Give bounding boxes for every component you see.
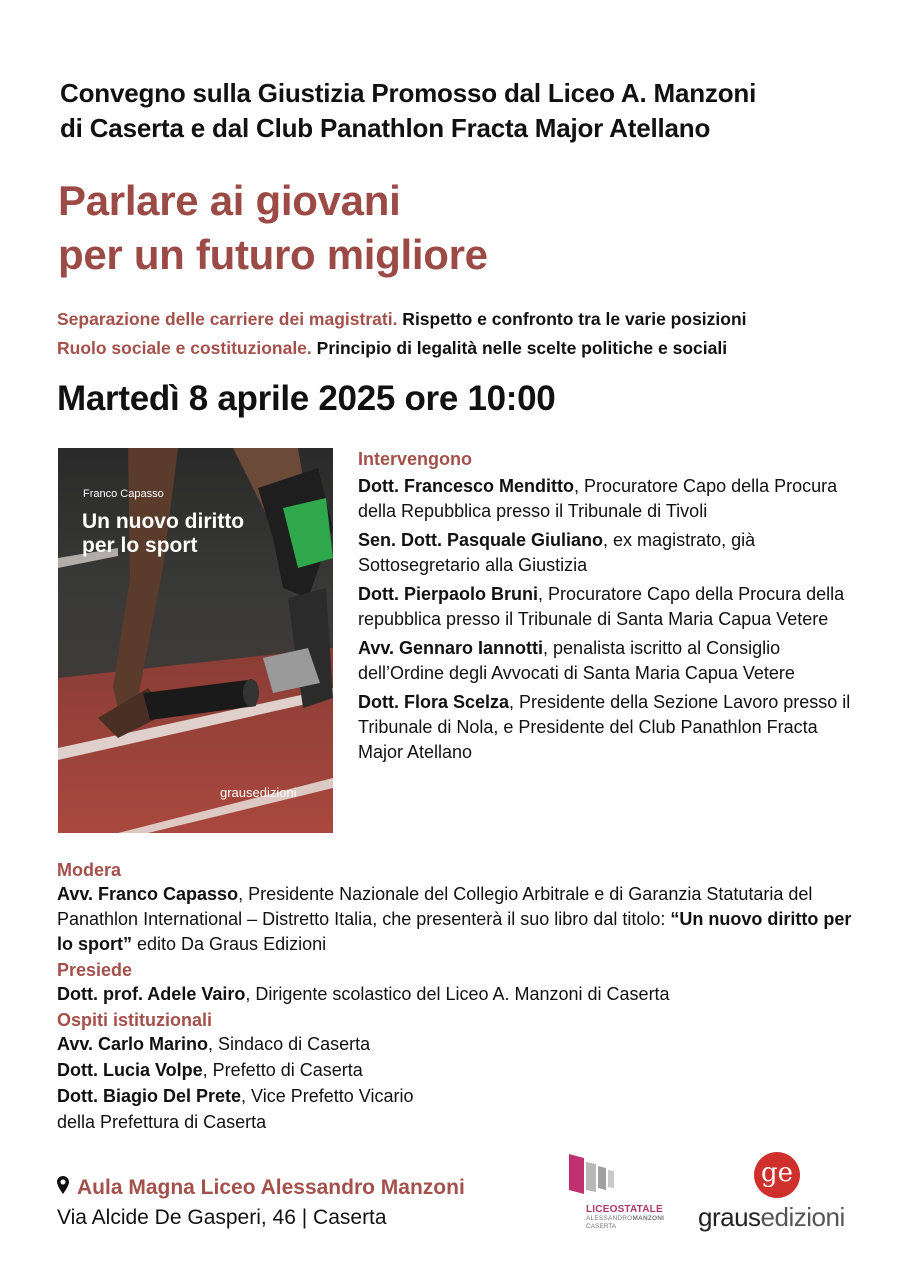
graus-name <box>698 1202 845 1233</box>
lower-section <box>57 857 857 1135</box>
speaker-item <box>358 636 858 686</box>
speaker-desc: , Procuratore Capo della Procura della Repubblica presso il Tribunale di Tivoli <box>358 476 838 521</box>
speaker-name: Dott. Pierpaolo Bruni <box>358 584 538 604</box>
header-line-2: di Caserta e dal Club Panathlon Fracta Major Atellano <box>60 113 711 143</box>
header-title <box>60 76 860 146</box>
topic-accent: Separazione delle carriere dei magistrati. <box>57 309 398 329</box>
speakers-label: Intervengono <box>358 449 473 469</box>
moderator-desc-end: edito Da Graus Edizioni <box>132 934 327 954</box>
main-title <box>58 174 858 282</box>
speaker-item <box>358 474 858 524</box>
speaker-name: Sen. Dott. Pasquale Giuliano <box>358 530 604 550</box>
location-pin-icon <box>57 1174 69 1202</box>
liceo-subname <box>586 1215 664 1222</box>
graus-name-b: edizioni <box>760 1202 845 1232</box>
guest-desc: , Sindaco di Caserta <box>208 1034 371 1054</box>
guest-item-continuation: della Prefettura di Caserta <box>57 1112 267 1132</box>
president-text <box>57 982 857 1007</box>
topic-text: Principio di legalità nelle scelte politiche e sociali <box>311 338 728 358</box>
header-line-1: Convegno sulla Giustizia Promosso dal Liceo A. Manzoni <box>60 78 757 108</box>
liceo-city: CASERTA <box>586 1223 617 1230</box>
speaker-desc: , ex magistrato, già Sottosegretario alla Giustizia <box>358 530 756 575</box>
book-cover-illustration <box>58 448 333 833</box>
speakers-section <box>358 448 858 765</box>
guest-item <box>57 1032 857 1057</box>
guest-name: Dott. Lucia Volpe <box>57 1060 203 1080</box>
venue <box>57 1174 465 1234</box>
speaker-item <box>358 582 858 632</box>
speaker-desc: , penalista iscritto al Consiglio dell’Ordine degli Avvocati di Santa Maria Capua Vetere <box>358 638 795 683</box>
guest-desc: , Prefetto di Caserta <box>202 1060 363 1080</box>
book-publisher: grausedizioni <box>220 785 297 800</box>
topic-text: Rispetto e confronto tra le varie posizioni <box>397 309 747 329</box>
topics <box>57 305 877 363</box>
liceo-subname-a: ALESSANDRO <box>586 1215 633 1222</box>
speaker-desc: , Procuratore Capo della Procura della repubblica presso il Tribunale di Santa Maria Capua Vetere <box>358 584 845 629</box>
president-name: Dott. prof. Adele Vairo <box>57 984 246 1004</box>
moderator-desc: , Presidente Nazionale del Collegio Arbitrale e di Garanzia Statutaria del Panathlon International – Distretto Italia, che presenterà il suo libro dal titolo: <box>57 884 813 929</box>
speaker-item <box>358 690 858 765</box>
liceo-subname-b: MANZONI <box>632 1215 665 1222</box>
moderator-book-title: “Un nuovo diritto per lo sport” <box>57 909 852 954</box>
president-label: Presiede <box>57 960 133 980</box>
book-author: Franco Capasso <box>83 488 164 500</box>
main-title-line-1: Parlare ai giovani <box>58 177 401 224</box>
president-desc: , Dirigente scolastico del Liceo A. Manzoni di Caserta <box>245 984 670 1004</box>
guest-name: Dott. Biagio Del Prete <box>57 1086 242 1106</box>
moderator-text <box>57 882 857 957</box>
liceo-mark-icon <box>566 1152 626 1202</box>
graus-logo <box>696 1150 866 1240</box>
speaker-desc: , Presidente della Sezione Lavoro presso il Tribunale di Nola, e Presidente del Club Panathlon Fracta Major Atellano <box>358 692 851 762</box>
topic-accent: Ruolo sociale e costituzionale. <box>57 338 312 358</box>
graus-mark: ge <box>754 1152 800 1198</box>
moderator-label: Modera <box>57 860 122 880</box>
speaker-name: Avv. Gennaro Iannotti <box>358 638 544 658</box>
moderator-name: Avv. Franco Capasso <box>57 884 239 904</box>
event-date: Martedì 8 aprile 2025 ore 10:00 <box>57 379 556 418</box>
guest-name: Avv. Carlo Marino <box>57 1034 209 1054</box>
venue-name-row <box>57 1174 465 1202</box>
liceo-name-a: LICEO <box>586 1204 618 1215</box>
book-title-line-1: Un nuovo diritto <box>82 510 245 533</box>
main-title-line-2: per un futuro migliore <box>58 231 488 278</box>
book-title-line-2: per lo sport <box>82 534 198 557</box>
book-cover <box>58 448 333 833</box>
guest-item <box>57 1084 857 1109</box>
topic-line <box>57 334 877 363</box>
topic-line <box>57 305 877 334</box>
speaker-name: Dott. Francesco Menditto <box>358 476 575 496</box>
liceo-name <box>586 1204 663 1215</box>
book-title <box>82 510 322 558</box>
guest-desc: , Vice Prefetto Vicario <box>241 1086 414 1106</box>
graus-name-a: graus <box>698 1202 761 1232</box>
speaker-item <box>358 528 858 578</box>
venue-name: Aula Magna Liceo Alessandro Manzoni <box>77 1176 465 1199</box>
venue-address: Via Alcide De Gasperi, 46 | Caserta <box>57 1206 387 1229</box>
liceo-name-b: STATALE <box>617 1204 663 1215</box>
guests-label: Ospiti istituzionali <box>57 1010 213 1030</box>
liceo-logo <box>566 1152 676 1242</box>
speaker-name: Dott. Flora Scelza <box>358 692 510 712</box>
guest-item <box>57 1058 857 1083</box>
